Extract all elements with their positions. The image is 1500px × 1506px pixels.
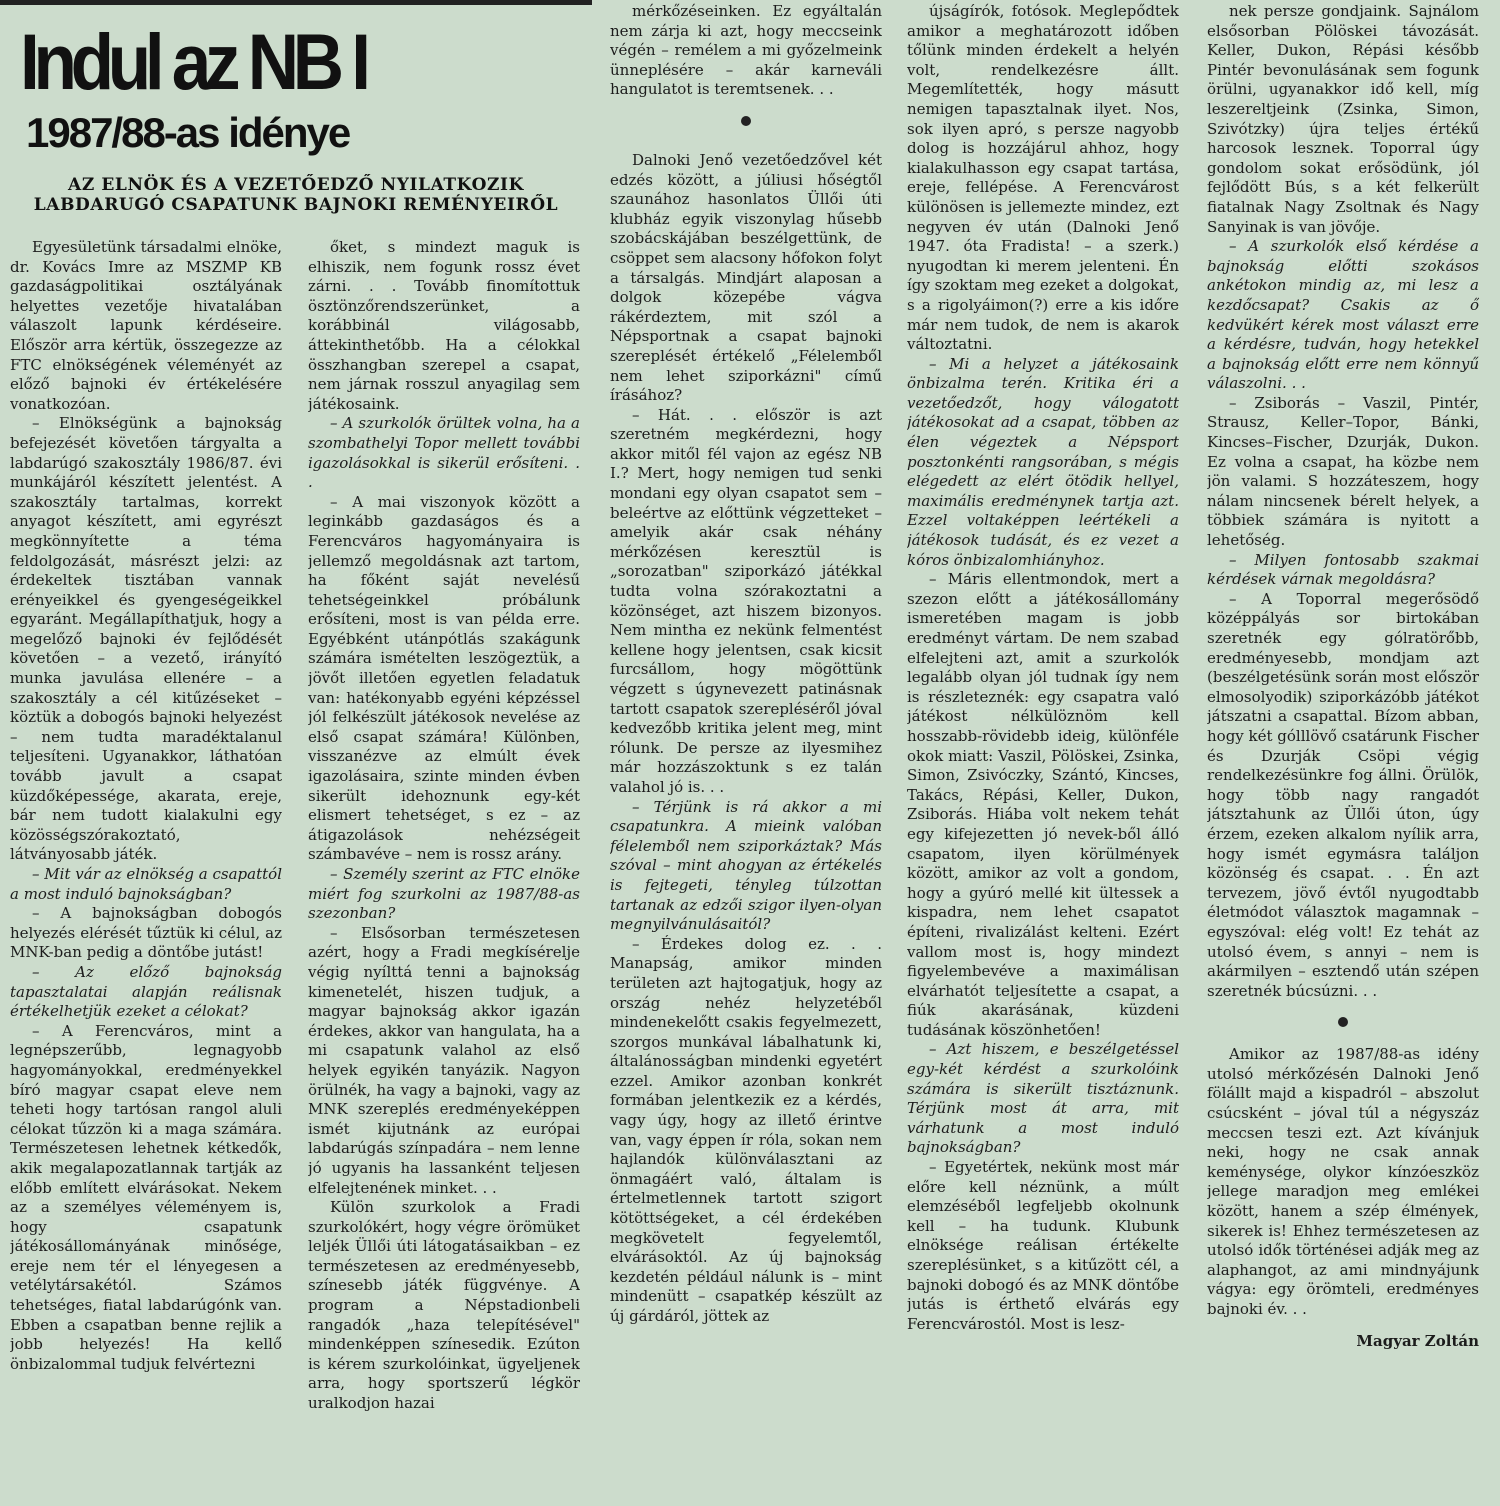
column-4 (907, 2, 1179, 1500)
col3a-paragraphs (610, 2, 882, 100)
column-1 (10, 238, 282, 1500)
author-signature: Magyar Zoltán (1356, 1331, 1479, 1350)
article-paragraph: – Máris ellentmondok, mert a szezon előtt a játékosállomány ismeretében magam is jobb eredményt vártam. De nem szabad elfelejteni azt, amit a szurkolók legalább olyan jól tudnak így nem is részleteznék: egy csapatra való játékost nélkülöznöm kell hosszabb-rövidebb ideig, különféle okok miatt: Vaszil, Pölöskei, Zsinka, Simon, Zsivóczky, Szántó, Kincses, Takács, Répási, Keller, Dukon, Zsiborás. Hiába volt nekem tehát egy kifejezetten jó nevek-ből álló csapatom, ilyen körülmények között, amikor az volt a gondom, hogy a gyúró mellé kit ültessek a kispadra, nem lehet csapatot építeni, rivalizálást kelteni. Ezért vallom most is, hogy mindezt figyelembevéve a maximálisan elvárhatót teljesítette a csapat, a fiúk akarásának, küzdeni tudásának köszönhetően! (907, 570, 1179, 1039)
section-divider-dot (610, 112, 882, 132)
article-paragraph: mérkőzéseinken. Ez egyáltalán nem zárja ki azt, hogy meccseink végén – remélem a mi győzelmeink ünneplésére – akár karneváli hangulatot is teremtsenek. . . (610, 2, 882, 99)
deck-line: LABDARUGÓ CSAPATUNK BAJNOKI REMÉNYEIRŐL (33, 195, 559, 215)
column-2 (308, 238, 580, 1500)
article-paragraph: – Zsiborás – Vaszil, Pintér, Strausz, Keller–Topor, Bánki, Kincses–Fischer, Dzurják, Dukon. Ez volna a csapat, ha közbe nem jön valami. S hozzáteszem, hogy nálam nincsenek bérelt helyek, a többiek számára is nyitott a lehetőség. (1207, 393, 1479, 550)
article-paragraph: – Milyen fontosabb szakmai kérdések várnak megoldásra? (1207, 550, 1479, 589)
deck-line: AZ ELNÖK ÉS A VEZETŐEDZŐ NYILATKOZIK (68, 175, 524, 195)
article-paragraph: – Érdekes dolog ez. . . Manapság, amikor minden területen azt hajtogatjuk, hogy az ország nehéz helyzetéből mindenekelőtt csakis fegyelmezett, szorgos munkával lábalhatunk ki, általánosságban mindenki egyetért ezzel. Amikor azonban konkrét formában jelentkezik ez a kérdés, vagy úgy, hogy az illető érintve van, vagy éppen ír róla, sokan nem hajlandók különválasztani az önmagáért való, általam is értelmetlennek tartott szigort kötöttségeket, a cél érdekében megkövetelt fegyelemtől, elvárásoktól. Az új bajnokság kezdetén például nálunk is – mint mindenütt – csapatkép készült az új gárdáról, jöttek az (610, 934, 882, 1325)
article-paragraph: – A szurkolók első kérdése a bajnokság előtti szokásos ankétokon mindig az, mi lesz a kezdőcsapat? Csakis az ő kedvükért kérek most választ erre a kérdésre, tudván, hogy hetekkel a bajnokság előtt erre nem könnyű válaszolni. . . (1207, 237, 1479, 393)
deck (0, 175, 592, 215)
article-paragraph: – A bajnokságban dobogós helyezés elérését tűztük ki célul, az MNK-ban pedig a döntőbe jutást! (10, 904, 282, 962)
headline: Indul az NB I (20, 17, 365, 106)
article-paragraph: Külön szurkolok a Fradi szurkolókért, hogy végre örömüket leljék Üllői úti látogatásaikban – ez természetesen az eredményesebb, színesebb játék függvénye. A program a Népstadionbeli rangadók „haza telepítésével" mindenképpen színesedik. Ezúton is kérem szurkolóinkat, ügyeljenek arra, hogy sportszerű légkör uralkodjon hazai (308, 1198, 580, 1413)
column-5 (1207, 2, 1479, 1500)
article-paragraph: – Hát. . . először is azt szeretném megkérdezni, hogy akkor mitől fél vajon az egész NB I.? Mert, hogy nemigen tud senki mondani egy olyan csapatot sem – beleértve az előttünk végzetteket – amelyik akár csak néhány mérkőzésen keresztül is „sorozatban" sziporkázó játékkal tudta volna szórakoztatni a közönséget, azt hiszem bizonyos. Nem mintha ez nekünk felmentést kellene hogy jelentsen, csak kicsit furcsállom, hogy mögöttünk végzett s úgynevezett patinásnak tartott csapatok szerepléséről jóval kedvezőbb kritika jelent meg, mint rólunk. De persze az ilyesmihez már hozzászoktunk s ez talán valahol jó is. . . (610, 405, 882, 796)
top-rule (0, 0, 592, 5)
article-paragraph: – A Ferencváros, mint a legnépszerűbb, legnagyobb hagyományokkal, eredményekkel bíró magyar csapat eleve nem teheti hogy tartósan rangol aluli célokat tűzzön ki a maga számára. Természetesen lehetnek kétkedők, akik megalapozatlannak tartják az előbb említett elvárásokat. Nekem az a személyes véleményem is, hogy csapatunk játékosállományának minősége, ereje nem tér el lényegesen a vetélytársakétól. Számos tehetséges, fiatal labdarúgónk van. Ebben a csapatban benne rejlik a jobb helyezés! Ha kellő önbizalommal tudjuk felvértezni (10, 1021, 282, 1373)
article-paragraph: – Azt hiszem, e beszélgetéssel egy-két kérdést a szurkolóink számára is sikerült tisztáznunk. Térjünk most át arra, mit várhatunk a most induló bajnokságban? (907, 1040, 1179, 1157)
article-paragraph: Amikor az 1987/88-as idény utolsó mérkőzésén Dalnoki Jenő fölállt majd a kispadról – abszolut csúcsként – jóval túl a négyszáz meccsen teszi ezt. Azt kívánjuk neki, hogy ne csak annak keménysége, olykor kínzóeszköz jellege maradjon meg emlékei között, hanem a szép élmények, sikerek is! Ehhez természetesen az utolsó idők történései adják meg az alaphangot, az ami mindnyájunk vágya: egy örömteli, eredményes bajnoki év. . . (1207, 1045, 1479, 1318)
article-paragraph: – A Toporral megerősödő középpályás sor birtokában szeretnék egy gólratörőbb, eredményesebb, mondjam azt (beszélgetésünk során most először elmosolyodik) sziporkázóbb játékot játszatni a csapattal. Bízom abban, hogy két gólllövő csatárunk Fischer és Dzurják Csöpi végig rendelkezésünkre fog állni. Örülök, hogy több nagy rangadót játsztahunk az Üllői úton, úgy érzem, ezeken alkalom nyílik arra, hogy ismét egymásra találjon közönség és csapat. . . Én azt tervezem, jövő évtől nyugodtabb életmódot választok magamnak – egyszóval: elég volt! Ez tehát az utolsó évem, s annyi – nem is akármilyen – esztendő után szépen szeretnék búcsúzni. . . (1207, 589, 1479, 1000)
column-3 (610, 2, 882, 1500)
col1-paragraphs (10, 238, 282, 1374)
col5b-paragraphs (1207, 1045, 1479, 1319)
article-paragraph: – Az előző bajnokság tapasztalatai alapján reálisnak értékelhetjük ezeket a célokat? (10, 962, 282, 1021)
section-divider-dot (1207, 1013, 1479, 1033)
article-paragraph: – Mi a helyzet a játékosaink önbizalma terén. Kritika éri a vezetőedzőt, hogy válogatott játékosokat ad a csapat, többen az élen végeztek a Népsport posztonkénti rangsorában, s mégis elégedett az elért ötödik hellyel, maximális eredménynek tartja azt. Ezzel voltaképpen leértékeli a játékosok tudását, és ez vezet a kóros önbizalomhiányhoz. (907, 354, 1179, 569)
article-paragraph: – Egyetértek, nekünk most már előre kell néznünk, a múlt elemzéséből legfeljebb okolnunk kell – ha tudunk. Klubunk elnöksége reálisan értékelte szereplésünket, s a kitűzött cél, a bajnoki dobogó és az MNK döntőbe jutás is érthető elvárás egy Ferencvárostól. Most is lesz- (907, 1158, 1179, 1333)
article-paragraph: – A mai viszonyok között a leginkább gazdaságos és a Ferencváros hagyományaira is jellemző megoldásnak azt tartom, ha főként saját nevelésű tehetségeinkkel próbálunk erősíteni, most is van példa erre. Egyébként utánpótlás szakágunk számára ismételten leszögeztük, a jövőt illetően egyetlen feladatuk van: hatékonyabb egyéni képzéssel jól felkészült játékosok nevelése az első csapat számára! Különben, visszanézve az elmúlt évek igazolásaira, szinte minden évben sikerült idehoznunk egy-két elismert tehetséget, s ez – az átigazolások nehézségeit számbavéve – nem is rossz arány. (308, 492, 580, 864)
col3b-paragraphs (610, 151, 882, 1327)
article-paragraph: – Mit vár az elnökség a csapattól a most induló bajnokságban? (10, 865, 282, 903)
col4-paragraphs (907, 2, 1179, 1334)
col5a-paragraphs (1207, 2, 1479, 1001)
article-paragraph: – Személy szerint az FTC elnöke miért fog szurkolni az 1987/88-as szezonban? (308, 865, 580, 923)
article-paragraph: őket, s mindezt maguk is elhiszik, nem fogunk rossz évet zárni. . . Tovább finomítottuk ösztönzőrendszerünket, a korábbinál világosabb, áttekinthetőbb. Ha a célokkal összhangban szerepel a csapat, nem járnak rosszul anyagilag sem játékosaink. (308, 238, 580, 413)
article-paragraph: újságírók, fotósok. Meglepődtek amikor a meghatározott időben tőlünk minden érdekelt a helyén volt, rendelkezésre állt. Megemlítették, hogy másutt nemigen tapasztalnak ilyet. Nos, sok ilyen apró, s persze nagyobb dolog is hozzájárul ahhoz, hogy kialakulhasson egy csapat tartása, ereje, fellépése. A Ferencvárost különösen is jellemezte mindez, ezt negyven év után (Dalnoki Jenő 1947. óta Fradista! – a szerk.) nyugodtan ki merem jelenteni. Én így szoktam meg ezeket a dolgokat, s a rigolyáimon(?) erre a kis időre már nem tudok, de nem is akarok változtatni. (907, 2, 1179, 354)
col2-paragraphs (308, 238, 580, 1414)
subhead: 1987/88-as idénye (26, 109, 350, 156)
article-paragraph: Dalnoki Jenő vezetőedzővel két edzés között, a júliusi hőségtől szaunához hasonlatos Üllői úti klubház egyik viszonylag hűsebb szobácskájában beszélgettünk, de csöppet sem alacsony hőfokon folyt a társalgás. Mindjárt alaposan a dolgok közepébe vágva rákérdeztem, mit szól a Népsportnak a csapat bajnoki szereplését értékelő „Félelemből nem lehet sziporkázni" című írásához? (610, 150, 882, 405)
article-paragraph: – Térjünk is rá akkor a mi csapatunkra. A mieink valóban félelemből nem sziporkáztak? Más szóval – mint ahogyan az értékelés is fejtegeti, tényleg túlzottan tartanak az edzői szigor ilyen-olyan megnyilvánulásaitól? (610, 797, 882, 934)
article-paragraph: – A szurkolók örültek volna, ha a szombathelyi Topor mellett további igazolásokkal is sikerül erősíteni. . . (308, 414, 580, 492)
article-paragraph: Egyesületünk társadalmi elnöke, dr. Kovács Imre az MSZMP KB gazdaságpolitikai osztályának helyettes vezetője hivatalában válaszolt lapunk kérdéseire. Először arra kértük, összegezze az FTC elnökségének véleményét az előző bajnoki év értékelésére vonatkozóan. (10, 238, 282, 413)
article-paragraph: – Elnökségünk a bajnokság befejezését követően tárgyalta a labdarúgó szakosztály 1986/87. évi munkájáról készített jelentést. A szakosztály tartalmas, korrekt anyagot készített, ami egyrészt megkönnyítette a téma feldolgozását, másrészt jelzi: az érdekeltek tisztában vannak erényeikkel és gyengeségeikkel egyaránt. Megállapíthatjuk, hogy a megelőző bajnoki év fejlődését követően – a vezető, irányító munka javulása ellenére – a szakosztály a cél kitűzéseket – köztük a dobogós bajnoki helyezést – nem tudta maradéktalanul teljesíteni. Ugyanakkor, láthatóan tovább javult a csapat küzdőképessége, akarata, ereje, bár nem tudott kialakulni egy közösségszórakoztató, látványosabb játék. (10, 414, 282, 864)
article-paragraph: nek persze gondjaink. Sajnálom elsősorban Pölöskei távozását. Keller, Dukon, Répási később Pintér bevonulásának sem fogunk örülni, ugyanakkor idő kell, míg leszereltjeink (Zsinka, Simon, Szivótzky) újra teljes értékű harcosok lesznek. Toporral úgy gondolom sokat erősödünk, jól fejlődött Bús, s a két felkerült fiatalnak Nagy Zsoltnak és Nagy Sanyinak is van jövője. (1207, 2, 1479, 236)
article-paragraph: – Elsősorban természetesen azért, hogy a Fradi megkísérelje végig nyílttá tenni a bajnokság kimenetelét, hiszen tudjuk, a magyar bajnokság akkor igazán érdekes, akkor van hangulata, ha a mi csapatunk valahol az első helyek egyikén tanyázik. Nagyon örülnék, ha vagy a bajnoki, vagy az MNK szereplés eredményeképpen ismét kijutnánk az európai labdarúgás színpadára – nem lenne jó ugyanis ha lassanként teljesen elfelejtenének minket. . . (308, 923, 580, 1197)
